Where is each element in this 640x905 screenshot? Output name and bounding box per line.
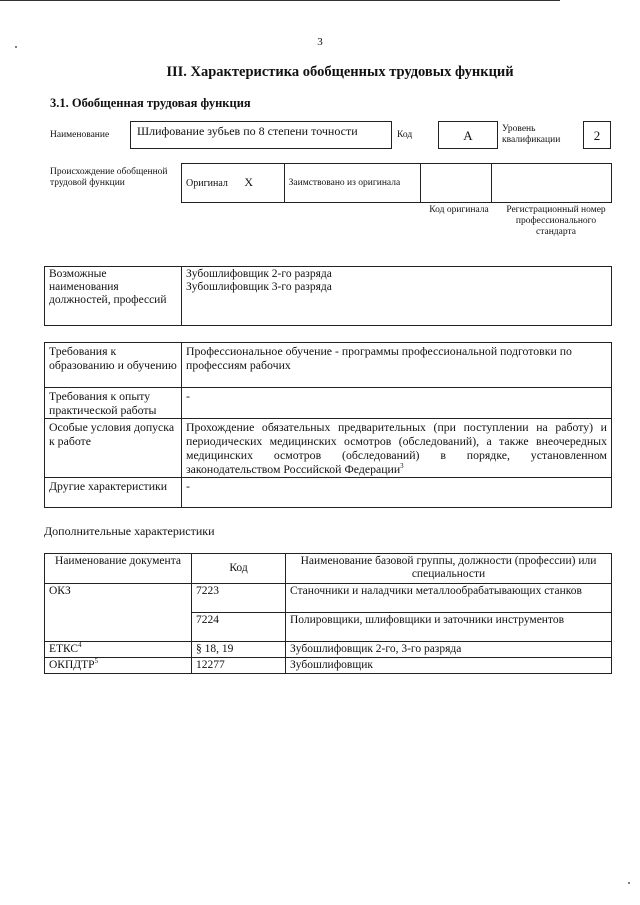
code-value: А [463, 128, 473, 143]
original-label: Оригинал [186, 178, 228, 189]
original-cell [182, 164, 285, 203]
row-name: Станочники и наладчики металлообрабатывающих станков [286, 584, 612, 613]
req-value: - [182, 388, 612, 419]
row-doc [45, 642, 192, 658]
positions-values [182, 267, 612, 326]
req-label: Требования к образованию и обучению [45, 343, 182, 388]
table-row [45, 584, 612, 613]
position-item: Зубошлифовщик 2-го разряда [186, 268, 332, 280]
code-label: Код [397, 130, 413, 140]
section-title: III. Характеристика обобщенных трудовых функций [166, 64, 514, 80]
origin-label: Происхождение обобщенной трудовой функции [50, 167, 168, 188]
doc-sup: 4 [78, 641, 82, 650]
doc-text: ОКЗ [49, 585, 71, 597]
req-value: Профессиональное обучение - программы профессиональной подготовки по профессиям рабочих [182, 343, 612, 388]
row-name: Полировщики, шлифовщики и заточники инструментов [286, 613, 612, 642]
row-name: Зубошлифовщик [286, 658, 612, 674]
level-field [583, 121, 611, 149]
level-label: Уровень квалификации [502, 124, 561, 145]
req-label: Особые условия допуска к работе [45, 419, 182, 478]
positions-table [44, 266, 612, 326]
borrowed-label: Заимствовано из оригинала [288, 177, 401, 188]
additional-table [44, 553, 612, 674]
footnote-mark: 3 [400, 462, 404, 471]
code-original-label: Код оригинала [429, 205, 489, 215]
doc-text: ОКПДТР [49, 659, 95, 671]
level-value: 2 [593, 128, 601, 143]
name-field [130, 121, 392, 149]
scan-speck [628, 882, 630, 884]
row-code: 12277 [192, 658, 286, 674]
name-value: Шлифование зубьев по 8 степени точности [137, 124, 358, 138]
additional-heading: Дополнительные характеристики [44, 524, 215, 538]
col-header-code: Код [192, 554, 286, 584]
table-row [45, 642, 612, 658]
positions-label: Возможные наименования должностей, профессий [45, 267, 182, 326]
doc-text: ЕТКС [49, 643, 79, 655]
row-name: Зубошлифовщик 2-го, 3-го разряда [286, 642, 612, 658]
doc-sup: 5 [94, 657, 99, 666]
req-value [182, 419, 612, 478]
reg-number-cell [491, 164, 611, 203]
position-item: Зубошлифовщик 3-го разряда [186, 281, 332, 293]
row-code: § 18, 19 [192, 642, 286, 658]
borrowed-cell [284, 164, 421, 203]
origin-table [181, 163, 612, 203]
top-border-line [0, 0, 560, 1]
reg-number-label: Регистрационный номер профессионального стандарта [506, 205, 606, 237]
req-label: Требования к опыту практической работы [45, 388, 182, 419]
row-code: 7224 [192, 613, 286, 642]
original-mark: Х [244, 175, 254, 189]
col-header-name: Наименование базовой группы, должности (профессии) или специальности [286, 554, 612, 584]
req-label: Другие характеристики [45, 478, 182, 508]
col-header-doc: Наименование документа [45, 554, 192, 584]
page-number: 3 [317, 36, 323, 48]
req-value: - [182, 478, 612, 508]
req-value-text: Прохождение обязательных предварительных (при поступлении на работу) и периодических медицинских осмотров (обследований), а также внеочередных медицинских осмотров (обследований) в порядке, установленном законодательством Российской Федерации [186, 420, 607, 476]
function-subtitle: 3.1. Обобщенная трудовая функция [50, 96, 251, 110]
row-code: 7223 [192, 584, 286, 613]
row-doc [45, 584, 192, 642]
code-original-cell [421, 164, 492, 203]
code-field [438, 121, 498, 149]
table-row [45, 658, 612, 674]
row-doc [45, 658, 192, 674]
requirements-table [44, 342, 612, 508]
name-label: Наименование [50, 130, 110, 140]
